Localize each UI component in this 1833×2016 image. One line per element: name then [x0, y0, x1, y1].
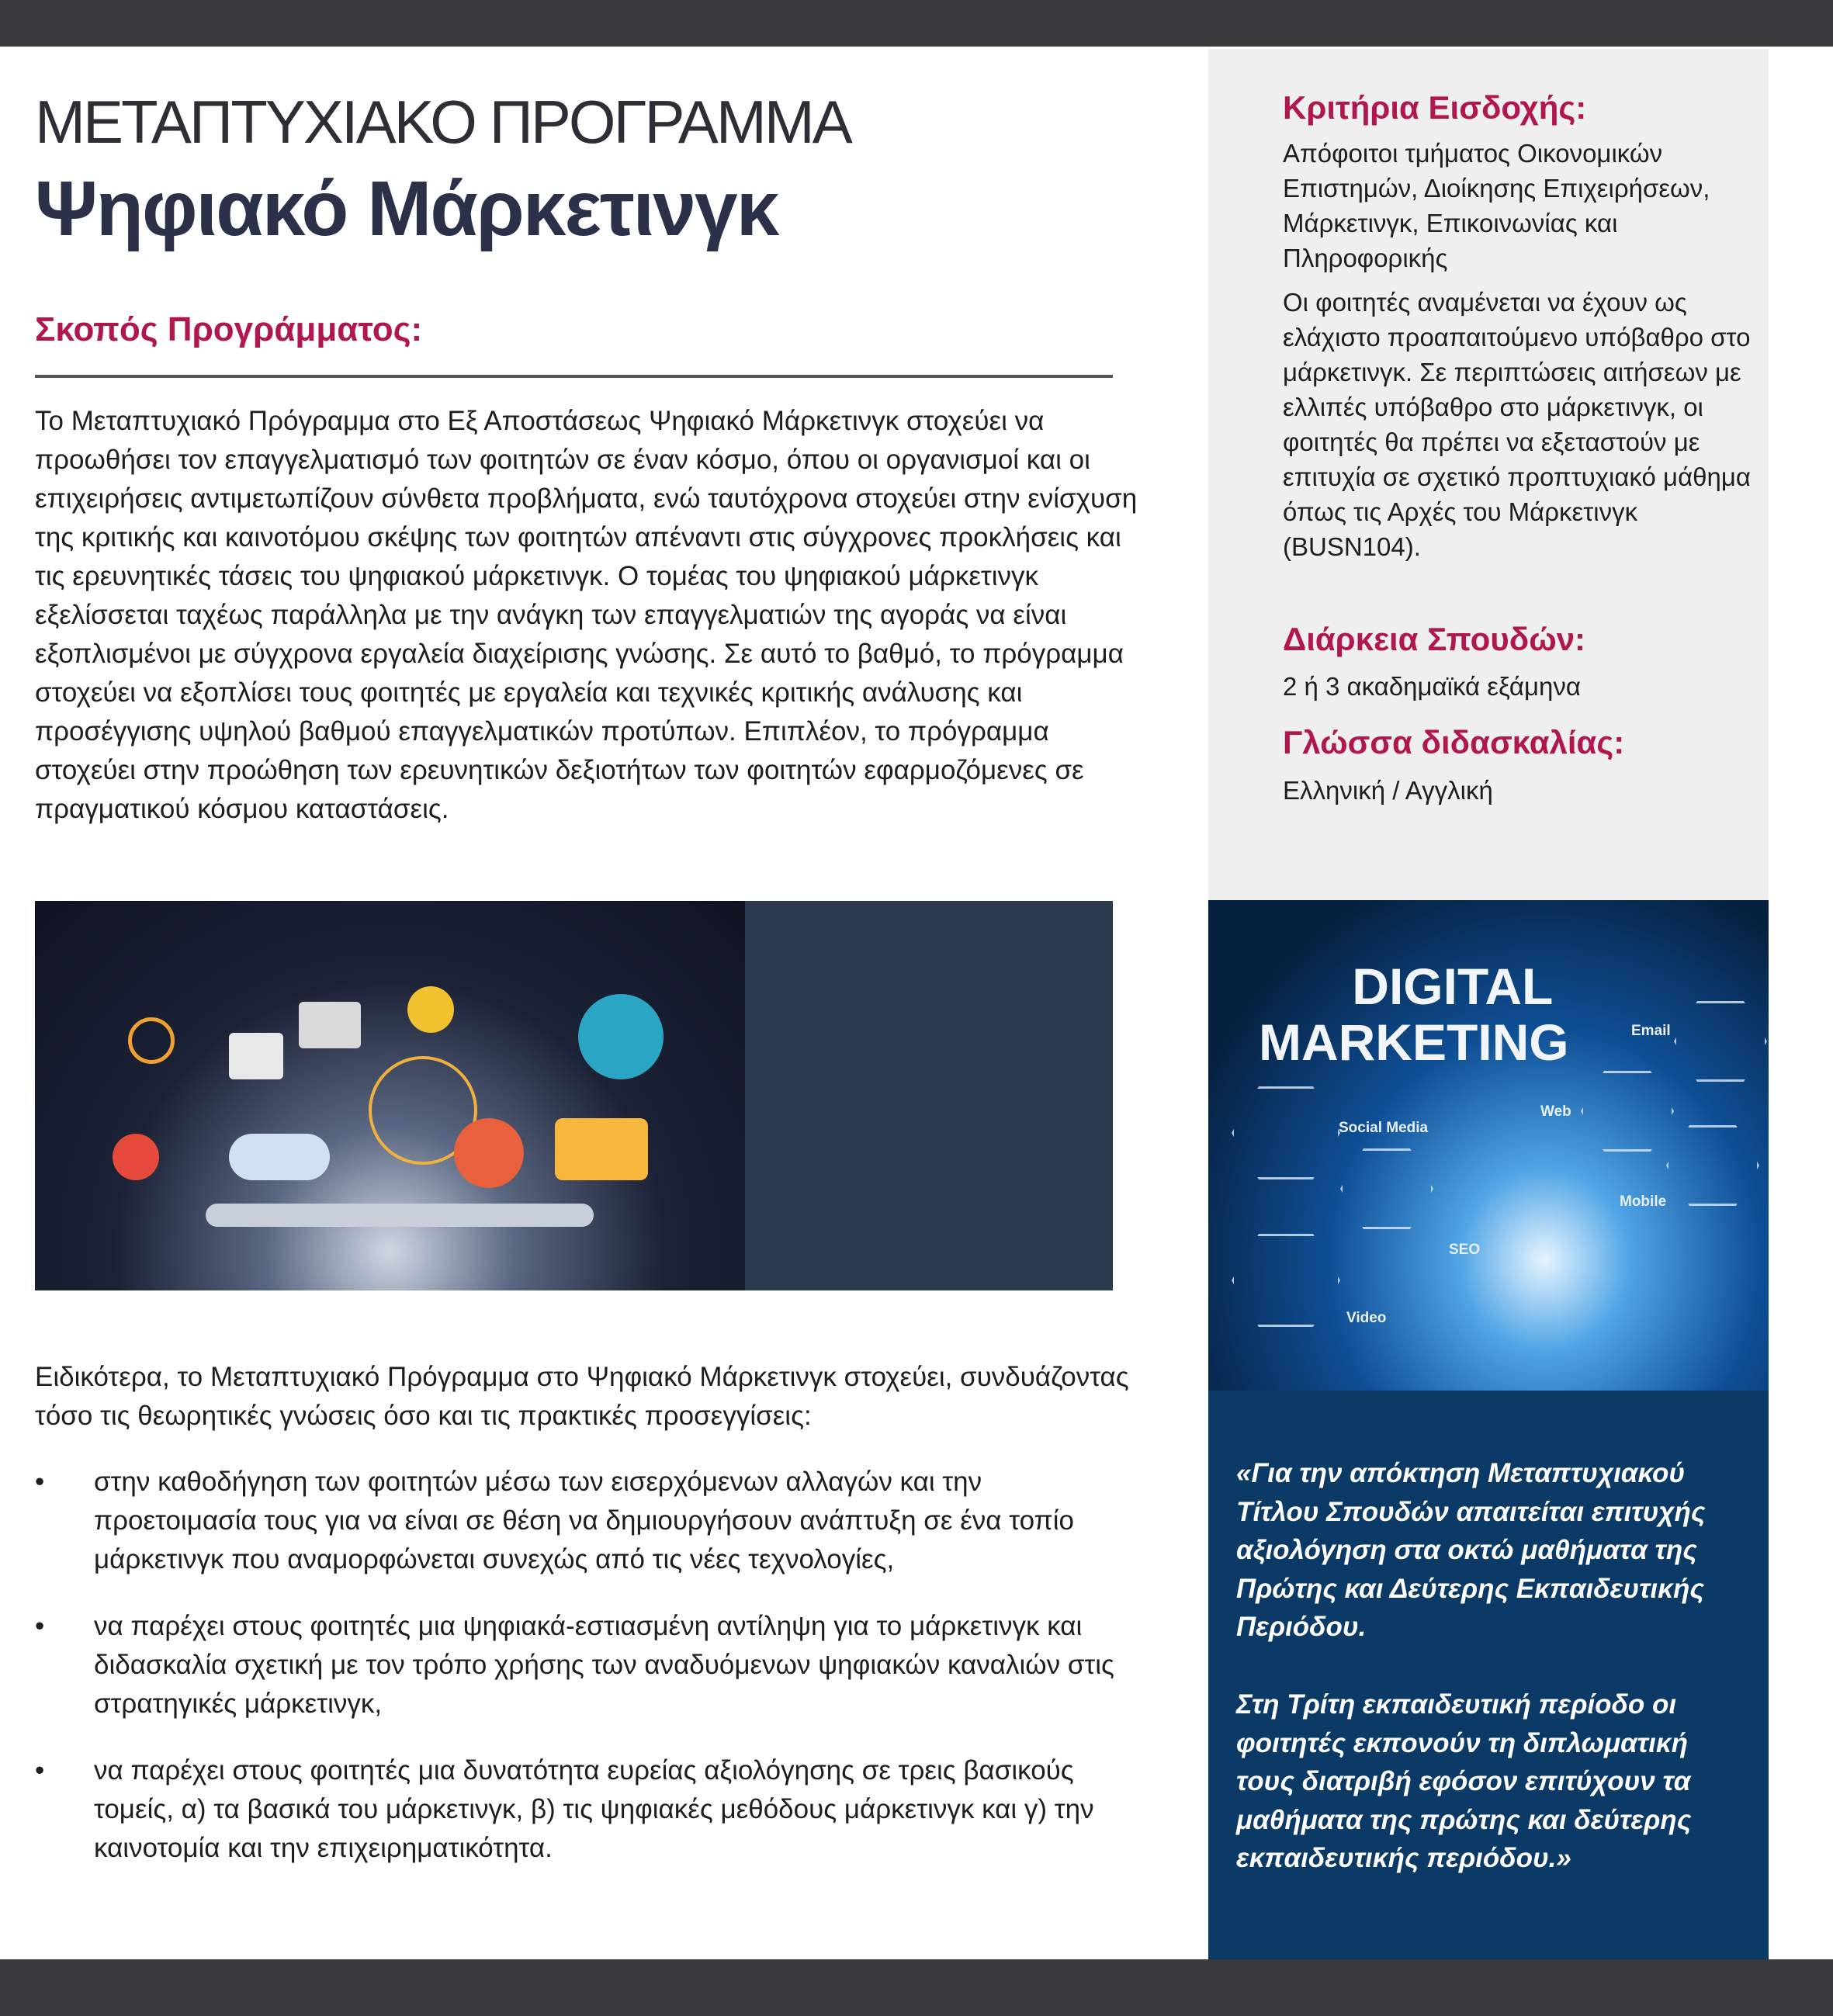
image-title [1259, 958, 1569, 1070]
top-bar [0, 0, 1833, 47]
duration-heading: Διάρκεια Σπουδών: [1283, 621, 1586, 657]
label-web: Web [1540, 1103, 1571, 1120]
digital-icons-image [35, 901, 1113, 1290]
page-title: Ψηφιακό Μάρκετινγκ [35, 165, 778, 252]
web-icon [1581, 1071, 1674, 1152]
duration-text: 2 ή 3 ακαδημαϊκά εξάμηνα [1283, 672, 1581, 701]
search-icon [1340, 1148, 1433, 1229]
quote-paragraph-2: Στη Τρίτη εκπαιδευτική περίοδο οι φοιτητές εκπονούν τη διπλωματική τους διατριβή εφόσον επιτύχουν τα μαθήματα της πρώτης και δεύτερης εκπαιδευτικής περιόδου.» [1236, 1689, 1692, 1873]
purpose-heading: Σκοπός Προγράμματος: [35, 310, 423, 348]
language-heading: Γλώσσα διδασκαλίας: [1283, 724, 1625, 760]
thumbs-up-icon [1232, 1086, 1340, 1179]
label-mobile: Mobile [1620, 1193, 1667, 1210]
divider [35, 375, 1113, 378]
admission-sidebar [1208, 49, 1769, 900]
email-icon [1674, 1001, 1767, 1082]
image-title-line: MARKETING [1259, 1013, 1569, 1071]
graduation-quote-box [1208, 1391, 1769, 1959]
bullet-text: να παρέχει στους φοιτητές μια δυνατότητα ευρείας αξιολόγησης σε τρεις βασικούς τομείς, α) τα βασικά του μάρκετινγκ, β) τις ψηφιακές μεθόδους μάρκετινγκ και γ) την καινοτομία και την επιχειρηματικότητα. [94, 1755, 1094, 1863]
mobile-icon [1666, 1125, 1759, 1206]
image-title-line: DIGITAL [1352, 958, 1554, 1015]
quote-paragraph-1: «Για την απόκτηση Μεταπτυχιακού Τίτλου Σπουδών απαιτείται επιτυχής αξιολόγηση στα οκτώ μαθήματα της Πρώτης και Δεύτερης Εκπαιδευτικής Περιόδου. [1236, 1458, 1706, 1642]
admission-text: Απόφοιτοι τμήματος Οικονομικών Επιστημών, Διοίκησης Επιχειρήσεων, Μάρκετινγκ, Επικοινωνίας και Πληροφορικής [1283, 139, 1710, 272]
label-seo: SEO [1449, 1242, 1481, 1258]
bullet-icon: • [35, 1467, 45, 1497]
label-video: Video [1346, 1310, 1387, 1326]
bullet-icon: • [35, 1755, 45, 1786]
tablet-photo [35, 901, 745, 1290]
language-text: Ελληνική / Αγγλική [1283, 776, 1493, 805]
intro-paragraph: Ειδικότερα, το Μεταπτυχιακό Πρόγραμμα στο Ψηφιακό Μάρκετινγκ στοχεύει, συνδυάζοντας τόσο τις θεωρητικές γνώσεις όσο και τις πρακτικές προσεγγίσεις: [35, 1362, 1129, 1431]
label-social-media: Social Media [1339, 1120, 1429, 1136]
admission-prerequisite: Οι φοιτητές αναμένεται να έχουν ως ελάχιστο προαπαιτούμενο υπόβαθρο στο μάρκετινγκ. Σε περιπτώσεις αιτήσεων με ελλιπές υπόβαθρο στο μάρκετινγκ, οι φοιτητές θα πρέπει να εξεταστούν με επιτυχία σε σχετικό προπτυχιακό μάθημα όπως τις Αρχές του Μάρκετινγκ (BUSN104). [1283, 288, 1751, 561]
admission-heading: Κριτήρια Εισδοχής: [1283, 89, 1587, 126]
digital-marketing-image [1208, 900, 1769, 1414]
label-email: Email [1631, 1023, 1671, 1039]
bottom-bar [0, 1959, 1833, 2016]
purpose-paragraph: Το Μεταπτυχιακό Πρόγραμμα στο Εξ Αποστάσεως Ψηφιακό Μάρκετινγκ στοχεύει να προωθήσει τον επαγγελματισμό των φοιτητών σε έναν κόσμο, όπου οι οργανισμοί και οι επιχειρήσεις αντιμετωπίζουν σύνθετα προβλήματα, ενώ ταυτόχρονα στοχεύει στην ενίσχυση της κριτικής και καινοτόμου σκέψης των φοιτητών απέναντι στις σύγχρονες προκλήσεις και τις ερευνητικές τάσεις του ψηφιακού μάρκετινγκ. Ο τομέας του ψηφιακού μάρκετινγκ εξελίσσεται ταχέως παράλληλα με την ανάγκη των επαγγελματιών της αγοράς να είναι εξοπλισμένοι με σύγχρονα εργαλεία διαχείρισης γνώσης. Σε αυτό το βαθμό, το πρόγραμμα στοχεύει να εξοπλίσει τους φοιτητές με εργαλεία και τεχνικές κριτικής ανάλυσης και προσέγγισης υψηλού βαθμού επαγγελματικών προτύπων. Επιπλέον, το πρόγραμμα στοχεύει στην προώθηση των ερευνητικών δεξιοτήτων των φοιτητών εφαρμοζόμενες σε πραγματικού κόσμου καταστάσεις. [35, 406, 1138, 824]
video-play-icon [1232, 1234, 1340, 1327]
program-overline: ΜΕΤΑΠΤΥΧΙΑΚΟ ΠΡΟΓΡΑΜΜΑ [35, 88, 851, 156]
bullet-text: στην καθοδήγηση των φοιτητών μέσω των εισερχόμενων αλλαγών και την προετοιμασία τους για να είναι σε θέση να δημιουργήσουν ανάπτυξη σε ένα τοπίο μάρκετινγκ που αναμορφώνεται συνεχώς από τις νέες τεχνολογίες, [94, 1467, 1074, 1574]
bullet-text: να παρέχει στους φοιτητές μια ψηφιακά-εστιασμένη αντίληψη για το μάρκετινγκ και διδασκαλία σχετική με τον τρόπο χρήσης των αναδυόμενων ψηφιακών καναλιών στις στρατηγικές μάρκετινγκ, [94, 1611, 1114, 1719]
bullet-icon: • [35, 1611, 45, 1641]
